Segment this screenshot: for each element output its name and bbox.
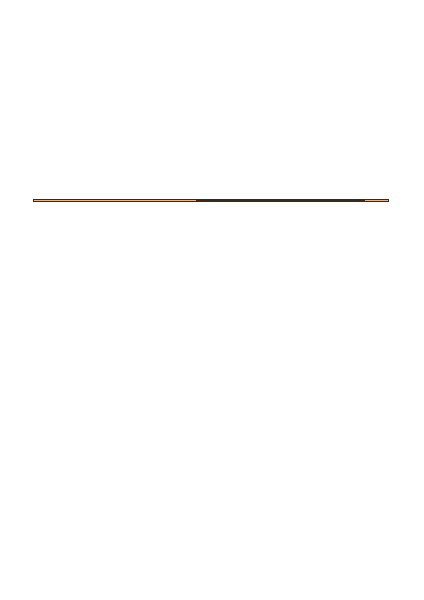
col-total-header xyxy=(365,200,389,202)
grade-5 xyxy=(197,201,233,202)
grade-9 xyxy=(341,201,365,202)
col-subjects-header xyxy=(34,200,197,202)
grade-7 xyxy=(269,201,305,202)
grade-8 xyxy=(305,201,341,202)
curriculum-table xyxy=(33,199,389,202)
grade-6 xyxy=(233,201,269,202)
